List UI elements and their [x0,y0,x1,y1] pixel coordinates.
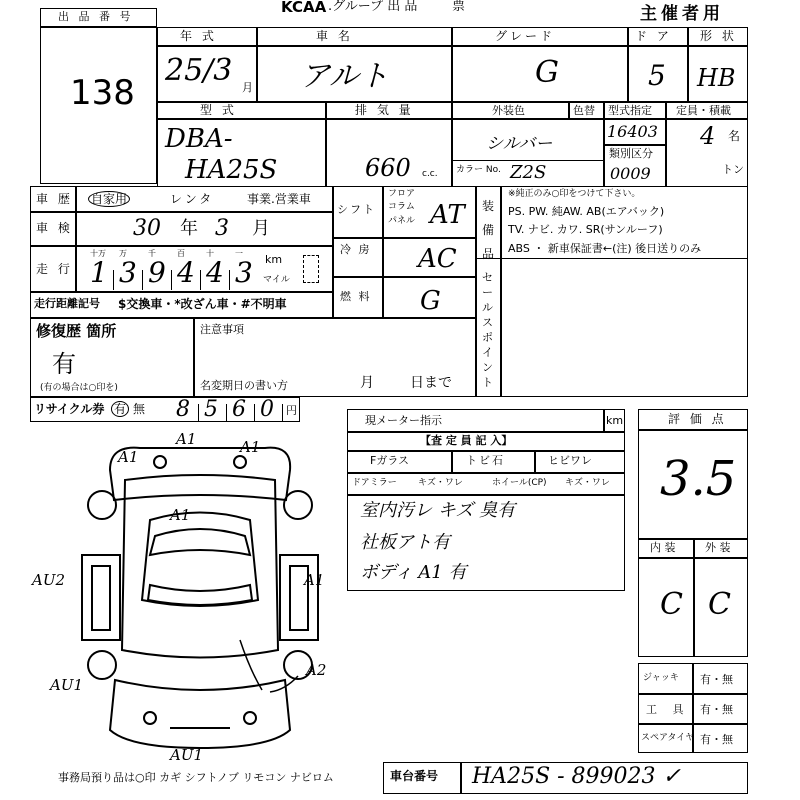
recycle-digit: 8 [176,397,190,422]
mileage-record-label: 走行距離記号 [34,297,100,310]
meter-unit: km [606,414,624,427]
damage-mark: A1 [170,506,191,524]
displacement-value: 660 [365,154,411,182]
jack-opts: 有・無 [700,673,733,686]
chassis-label: 車台番号 [390,769,439,783]
lot-number-label: 出 品 番 号 [58,10,134,23]
damage-mark: A1 [304,571,325,589]
ac-label: 冷 房 [340,243,372,256]
class-code-value: 0009 [610,164,651,183]
history-label: 車 歴 [36,192,73,206]
glass-label: Fガラス [370,454,409,467]
mileage-label: 走 行 [36,262,73,276]
recycle-digit: 0 [260,397,274,422]
crack-label: ヒビワレ [548,454,592,467]
displacement-unit: c.c. [422,169,438,179]
model-line2: HA25S [185,155,278,185]
damage-mark: A1 [176,430,197,448]
capacity-unit: 名 [728,129,741,143]
year-value: 25/3 [165,53,233,88]
fuel-value: G [420,286,441,316]
deadline-month: 月 [360,375,374,391]
jack-label: ジャッキ [643,673,679,683]
mileage-digit: 4 [177,256,195,289]
grade-value: G [535,55,559,90]
score-value: 3.5 [660,451,737,507]
doors-label: ド ア [635,29,672,43]
history-private-text: 自家用 [88,191,130,207]
damage-mark: A1 [240,438,261,456]
score-label: 評 価 点 [668,412,727,426]
footer-items: 事務局預り品は○印 カギ シフトノブ リモコン ナビロム [58,771,334,784]
recycle-yes-text: 有 [111,401,129,417]
color-no-value: Z2S [510,162,547,183]
mileage-digit: 3 [119,256,137,289]
deadline-day: 日まで [410,375,452,391]
lot-number: 138 [70,73,135,113]
mileage-place-label: 百 [177,249,185,258]
name-value: アルト [300,59,389,94]
ac-value: AC [418,244,457,274]
color-value: シルバー [486,134,553,154]
mirror-opts: キズ・ワレ [418,478,463,488]
shift-value: AT [430,200,465,230]
recycle-label: リサイクル券 [34,402,105,416]
inspector-label: 【査 定 員 記 入】 [420,434,513,447]
header-title-tail: 票 [452,0,466,14]
color-change-label: 色替 [573,104,595,117]
mileage-place-label: 一 [235,249,243,258]
divider [460,762,462,794]
spare-label: スペアタイヤ [641,733,695,743]
model-designation-label: 型式指定 [608,104,652,117]
load-unit: トン [722,163,744,176]
repair-note: (有の場合は○印を) [40,383,118,393]
mileage-digit: 3 [235,256,253,289]
shape-value: HB [697,64,736,92]
notes-label: 注意事項 [200,323,244,336]
model-label: 型 式 [200,103,237,117]
interior-label: 内 装 [650,541,676,554]
damage-mark: AU2 [32,571,66,589]
model-line1: DBA- [165,124,233,154]
mileage-digit: 9 [148,256,166,289]
wheel-label: ホイール(CP) [492,478,547,488]
damage-mark: AU1 [170,746,204,764]
grade-label: グレード [495,29,556,43]
mileage-mile-unit: マイル [263,275,290,285]
chassis-value: HA25S - 899023 ✓ [472,764,681,789]
meter-label: 現メーター指示 [365,414,442,427]
exterior-color-label: 外装色 [492,104,525,117]
repair-value: 有 [52,350,76,378]
year-label: 年 式 [180,29,217,43]
name-label: 車 名 [316,29,353,43]
shift-opt-column: コラム [388,202,415,212]
header-logo: KCAA [281,0,327,16]
tools-opts: 有・無 [700,703,733,716]
interior-score: C [660,587,683,622]
color-no-label: カラー No. [456,165,501,175]
mileage-place-label: 万 [119,249,127,258]
shape-label: 形 状 [700,29,737,43]
wheel-opts: キズ・ワレ [565,478,610,488]
damage-mark: AU1 [50,676,84,694]
organizer-label: 主催者用 [640,4,724,24]
damage-mark: A1 [118,448,139,466]
equipment-label: 装備品 [482,199,495,261]
class-code-label: 類別区分 [609,147,653,160]
year-unit: 月 [242,81,253,94]
history-rental: レンタ [170,192,215,206]
mileage-place-label: 千 [148,249,156,258]
tools-label: 工 具 [646,703,690,716]
repair-label: 修復歴 箇所 [36,322,117,340]
remark-1: 室内汚レ キズ 臭有 [360,500,516,521]
shift-opt-panel: パネル [388,216,416,226]
damage-mark: A2 [306,661,327,679]
equipment-line2: TV. ナビ. カワ. SR(サンルーフ) [508,223,663,236]
equipment-note: ※純正のみ○印をつけて下さい。 [508,189,641,199]
shift-opt-floor: フロア [388,189,416,199]
recycle-no: 無 [133,402,146,416]
model-designation-value: 16403 [607,122,658,141]
equipment-line3: ABS ・ 新車保証書←(注) 後日送りのみ [508,242,702,255]
exterior-score: C [708,587,731,622]
remark-2: 社板アト有 [360,532,450,553]
history-commercial: 事業.営業車 [247,192,311,206]
remark-3: ボディ A1 有 [360,562,467,583]
exterior-label: 外 装 [705,541,731,554]
shift-label: シフト [337,203,376,216]
inspection-year: 30 [133,216,161,241]
mileage-km-unit: km [265,253,283,266]
mirror-label: ドアミラー [352,478,397,488]
mileage-digit: 1 [90,256,108,289]
displacement-label: 排 気 量 [355,103,414,117]
equipment-line1: PS. PW. 純AW. AB(エアバック) [508,205,665,218]
sales-point-label: セールスポイント [482,271,493,389]
fuel-label: 燃 料 [340,290,372,303]
capacity-label: 定員・積載 [676,104,731,117]
recycle-digit: 6 [232,397,246,422]
recycle-unit: 円 [286,404,297,417]
doors-value: 5 [648,59,666,92]
mileage-digit: 4 [206,256,224,289]
inspection-month: 3 [215,216,229,241]
header-title: .グループ 出 品 [328,0,418,14]
deadline-label: 名変期日の書い方 [200,379,288,392]
mileage-record-text: $交換車・*改ざん車・#不明車 [118,297,287,311]
recycle-digit: 5 [204,397,218,422]
inspection-year-unit: 年 [180,218,198,239]
mileage-place-label: 十 [206,249,214,258]
mileage-place-label: 十万 [90,249,106,258]
inspection-month-unit: 月 [252,218,270,239]
capacity-value: 4 [700,122,716,150]
spare-opts: 有・無 [700,733,733,746]
inspection-label: 車 検 [36,221,73,235]
chip-label: トビ石 [466,454,505,467]
